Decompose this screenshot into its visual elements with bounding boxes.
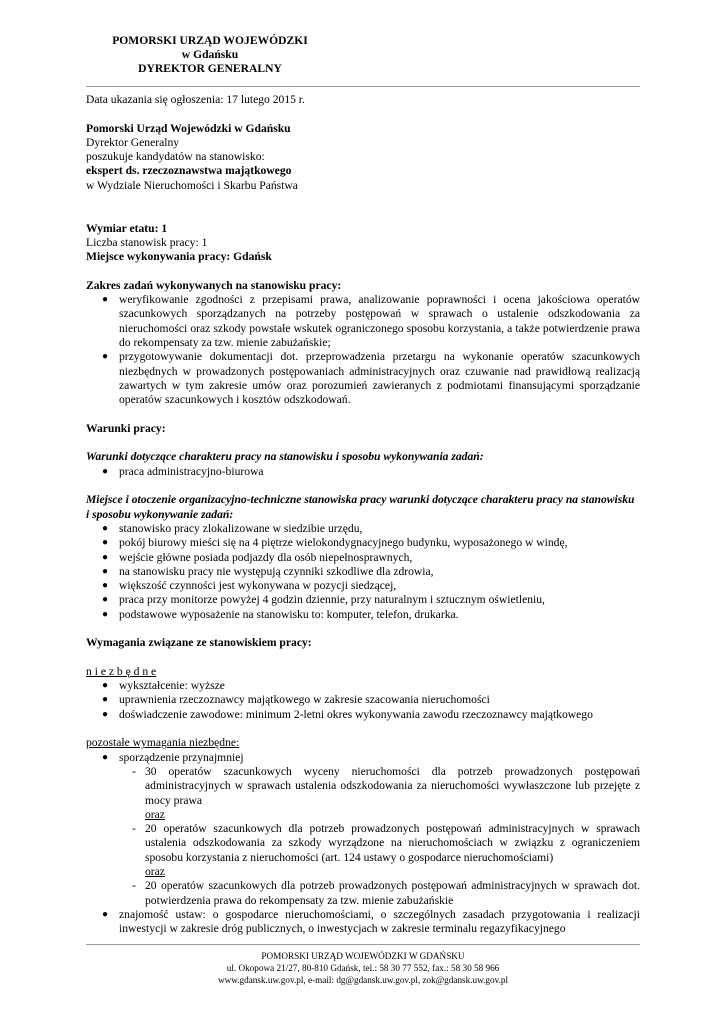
list-item: ● praca przy monitorze powyżej 4 godzin dziennie, przy naturalnym i sztucznym oświetleniu,	[102, 593, 545, 607]
job-etat: Wymiar etatu: 1	[86, 221, 168, 235]
conditions-sub1-heading: Warunki dotyczące charakteru pracy na stanowisku i sposobu wykonywania zadań:	[86, 450, 484, 464]
bullet-icon: ●	[102, 294, 109, 306]
required-list	[86, 679, 640, 722]
footer-divider	[86, 944, 640, 945]
requirements-heading: Wymagania związane ze stanowiskiem pracy:	[86, 636, 312, 650]
bullet-icon: ●	[102, 694, 109, 706]
letterhead	[86, 34, 334, 76]
announcement-date: Data ukazania się ogłoszenia: 17 lutego 2015 r.	[86, 93, 305, 106]
footer-line-3: www.gdansk.uw.gov.pl, e-mail: dg@gdansk.uw.gov.pl, zok@gdansk.uw.gov.pl	[217, 975, 509, 985]
tasks-list	[86, 293, 640, 407]
bullet-icon: ●	[102, 608, 109, 620]
dash-list	[119, 765, 640, 908]
bullet-icon: ●	[102, 522, 109, 534]
list-item: ● weryfikowanie zgodności z przepisami prawa, analizowanie poprawności i ocena jakościowa operatów szacunkowych sporządzanych na potrzeby postępowań w sprawach o ustalenie odszkodowania za nieruchomości oraz szkody powstałe wskutek ograniczonego sposobu korzystania, a także potwierdzenie prawa do rekompensaty za tzw. mienie zabużańskie;	[102, 293, 640, 350]
list-item: ● pokój biurowy mieści się na 4 piętrze wielokondygnacyjnego budynku, wyposażonego w windę,	[102, 536, 568, 550]
conditions-sub2-heading: Miejsce i otoczenie organizacyjno-techniczne stanowiska pracy warunki dotyczące charakteru pracy na stanowisku i sposobu wykonywanie zadań:	[86, 493, 635, 521]
other-requirements-list	[86, 751, 640, 937]
bullet-icon: ●	[102, 351, 109, 363]
dash-item: - 30 operatów szacunkowych wyceny nieruchomości dla potrzeb prowadzonych postępowań administracyjnych w sprawach ustalenia odszkodowania za nieruchomości wywłaszczone lub przejęte z mocy prawa	[132, 764, 640, 807]
bullet-icon: ●	[102, 594, 109, 606]
list-item: ● na stanowisku pracy nie występują czynniki szkodliwe dla zdrowia,	[102, 564, 434, 578]
bullet-icon: ●	[102, 708, 109, 720]
list-item: ● doświadczenie zawodowe: minimum 2-letni okres wykonywania zawodu rzeczoznawcy majątkowego	[102, 707, 593, 721]
job-facts	[86, 222, 640, 265]
header-divider	[86, 86, 640, 87]
oraz-connector: oraz	[145, 865, 165, 879]
document-body	[86, 93, 640, 937]
bullet-icon: ●	[102, 537, 109, 549]
intro-department: w Wydziale Nieruchomości i Skarbu Państwa	[86, 178, 298, 192]
other-requirements-label: pozostałe wymagania niezbędne:	[86, 736, 240, 750]
bullet-icon: ●	[102, 565, 109, 577]
bullet-icon: ●	[102, 908, 109, 920]
dash-item: - 20 operatów szacunkowych dla potrzeb prowadzonych postępowań administracyjnych w sprawach ustalenia odszkodowania za szkody wyrządzone na nieruchomościach w związku z ograniczeniem sposobu korzystania z nieruchomości (art. 124 ustawy o gospodarce nieruchomościami)	[132, 822, 640, 864]
letterhead-line-1: POMORSKI URZĄD WOJEWÓDZKI	[112, 34, 308, 47]
intro-person: Dyrektor Generalny	[86, 135, 180, 149]
bullet-icon: ●	[102, 680, 109, 692]
bullet-icon: ●	[102, 580, 109, 592]
letterhead-line-3: DYREKTOR GENERALNY	[138, 62, 282, 75]
list-item: ● uprawnienia rzeczoznawcy majątkowego w zakresie szacowania nieruchomości	[102, 693, 490, 707]
conditions-sub2-list	[86, 522, 640, 622]
letterhead-line-2: w Gdańsku	[181, 48, 239, 61]
job-count: Liczba stanowisk pracy: 1	[86, 235, 208, 249]
intro-block	[86, 122, 640, 193]
oraz-connector: oraz	[145, 807, 165, 821]
intro-position: ekspert ds. rzeczoznawstwa majątkowego	[86, 164, 292, 178]
footer-line-1: POMORSKI URZĄD WOJEWÓDZKI W GDAŃSKU	[261, 951, 465, 961]
list-item: ● praca administracyjno-biurowa	[102, 464, 264, 478]
intro-org: Pomorski Urząd Wojewódzki w Gdańsku	[86, 121, 291, 135]
conditions-sub1-list	[86, 465, 640, 479]
list-item: ● wykształcenie: wyższe	[102, 679, 225, 693]
list-item: ● wejście główne posiada podjazdy dla osób niepełnosprawnych,	[102, 550, 413, 564]
tasks-heading: Zakres zadań wykonywanych na stanowisku pracy:	[86, 278, 342, 292]
required-label: n i e z b ę d n e	[86, 664, 157, 678]
bullet-icon: ●	[102, 751, 109, 763]
footer	[86, 950, 640, 986]
job-place: Miejsce wykonywania pracy: Gdańsk	[86, 250, 272, 264]
list-item: ● przygotowywanie dokumentacji dot. przeprowadzenia przetargu na wykonanie operatów szacunkowych niezbędnych w prowadzonych postępowaniach administracyjnych oraz czuwanie nad prawidłową realizacją zawartych w tym zakresie umów oraz porozumień zawieranych z podmiotami finansującymi sporządzanie operatów szacunkowych i kosztów odszkodowań.	[102, 350, 640, 407]
bullet-icon: ●	[102, 551, 109, 563]
footer-line-2: ul. Okopowa 21/27, 80-810 Gdańsk, tel.: 58 30 77 552, fax.: 58 30 58 966	[226, 963, 500, 973]
dash-item: - 20 operatów szacunkowych dla potrzeb prowadzonych postępowań administracyjnych w sprawach dot. potwierdzenia prawa do rekompensaty za tzw. mienie zabużańskie	[132, 879, 640, 907]
list-item: ● znajomość ustaw: o gospodarce nieruchomościami, o szczególnych zasadach przygotowania i realizacji inwestycji w zakresie dróg publicznych, o inwestycjach w zakresie terminalu regazyfikacyjnego	[102, 907, 640, 936]
list-item: ● podstawowe wyposażenie na stanowisku to: komputer, telefon, drukarka.	[102, 607, 459, 621]
document-page	[86, 0, 640, 1024]
bullet-icon: ●	[102, 465, 109, 477]
list-item: ● większość czynności jest wykonywana w pozycji siedzącej,	[102, 579, 397, 593]
list-item: ● sporządzenie przynajmniej - 30 operatów szacunkowych wyceny nieruchomości dla potrzeb prowadzonych postępowań administracyjnych w sprawach ustalenia odszkodowania za nieruchomości wywłaszczone lub przejęte z mocy prawa oraz - 20 operatów szacunkowych dla potrzeb prowadzonych postępowań administracyjnych w sprawach ustalenia odszkodowania za szkody wyrządzone na nieruchomościach w związku z ograniczeniem sposobu korzystania z nieruchomości (art. 124 ustawy o gospodarce nieruchomościami) oraz - 20 operatów szacunkowych dla potrzeb prowadzonych postępowań administracyjnych w sprawach dot. potwierdzenia prawa do rekompensaty za tzw. mienie zabużańskie	[102, 750, 640, 907]
list-item: ● stanowisko pracy zlokalizowane w siedzibie urzędu,	[102, 521, 363, 535]
conditions-heading: Warunki pracy:	[86, 421, 166, 435]
intro-seeks: poszukuje kandydatów na stanowisko:	[86, 150, 265, 164]
